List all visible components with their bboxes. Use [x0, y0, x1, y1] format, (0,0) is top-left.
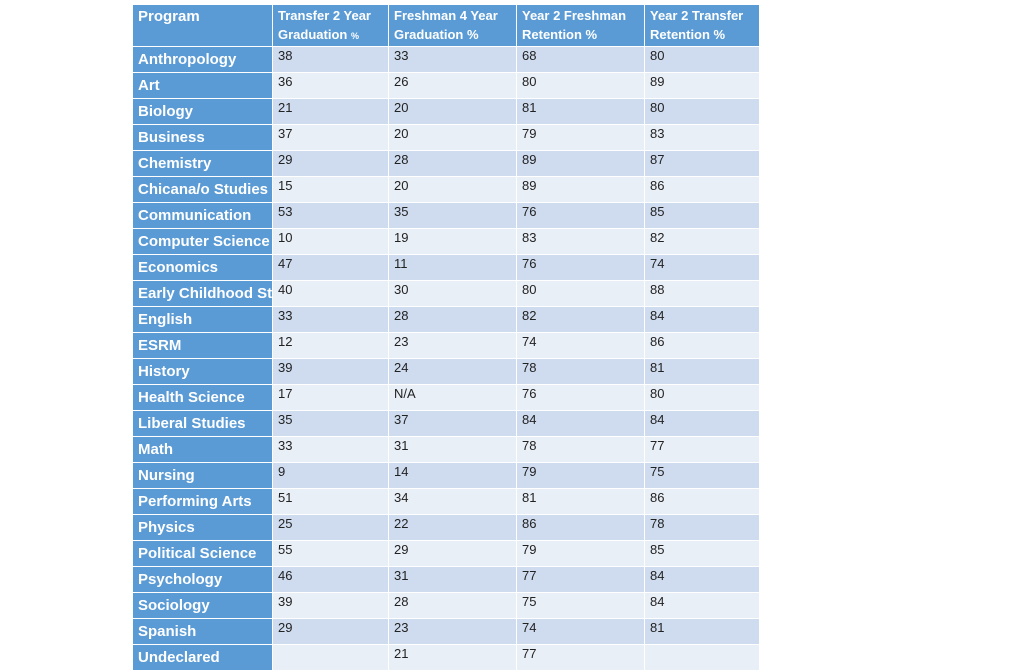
cell-freshman-grad: 21 [389, 645, 517, 671]
cell-transfer-grad [273, 645, 389, 671]
header-line: Transfer 2 Year [278, 8, 371, 23]
cell-freshman-grad: 28 [389, 593, 517, 619]
table-row [133, 463, 760, 489]
cell-freshman-grad: 31 [389, 437, 517, 463]
cell-transfer-ret: 82 [645, 229, 760, 255]
cell-transfer-grad: 36 [273, 73, 389, 99]
table-row [133, 151, 760, 177]
cell-freshman-grad: 20 [389, 177, 517, 203]
cell-freshman-ret: 79 [517, 541, 645, 567]
cell-freshman-grad: 35 [389, 203, 517, 229]
table-row [133, 125, 760, 151]
header-freshman-retention [517, 5, 645, 47]
cell-freshman-grad: 28 [389, 307, 517, 333]
cell-transfer-grad: 29 [273, 151, 389, 177]
row-program-label: Spanish [133, 619, 273, 645]
cell-freshman-grad: 11 [389, 255, 517, 281]
cell-transfer-grad: 55 [273, 541, 389, 567]
cell-freshman-grad: 14 [389, 463, 517, 489]
cell-freshman-grad: 19 [389, 229, 517, 255]
row-program-label: Physics [133, 515, 273, 541]
row-program-label: Sociology [133, 593, 273, 619]
cell-freshman-ret: 83 [517, 229, 645, 255]
cell-transfer-grad: 9 [273, 463, 389, 489]
table-body [133, 47, 760, 671]
table-row [133, 645, 760, 671]
cell-transfer-grad: 53 [273, 203, 389, 229]
row-program-label: Undeclared [133, 645, 273, 671]
cell-transfer-grad: 38 [273, 47, 389, 73]
table-row [133, 489, 760, 515]
cell-transfer-ret: 85 [645, 203, 760, 229]
table-row [133, 177, 760, 203]
cell-transfer-grad: 33 [273, 437, 389, 463]
table-row [133, 229, 760, 255]
cell-transfer-grad: 46 [273, 567, 389, 593]
cell-freshman-ret: 86 [517, 515, 645, 541]
row-program-label: Business [133, 125, 273, 151]
table-row [133, 99, 760, 125]
cell-transfer-ret: 78 [645, 515, 760, 541]
table-row [133, 281, 760, 307]
table-row [133, 203, 760, 229]
cell-transfer-ret: 84 [645, 411, 760, 437]
cell-freshman-ret: 89 [517, 151, 645, 177]
cell-freshman-grad: 23 [389, 333, 517, 359]
header-unit: % [350, 31, 359, 41]
header-line: Year 2 Transfer [650, 8, 744, 23]
cell-transfer-grad: 15 [273, 177, 389, 203]
cell-freshman-ret: 76 [517, 385, 645, 411]
row-program-label: Performing Arts [133, 489, 273, 515]
cell-freshman-ret: 76 [517, 203, 645, 229]
header-line: Freshman 4 Year [394, 8, 498, 23]
cell-transfer-grad: 21 [273, 99, 389, 125]
row-program-label: History [133, 359, 273, 385]
row-program-label: Computer Science [133, 229, 273, 255]
cell-transfer-grad: 51 [273, 489, 389, 515]
cell-freshman-ret: 80 [517, 281, 645, 307]
cell-freshman-grad: 33 [389, 47, 517, 73]
cell-freshman-ret: 84 [517, 411, 645, 437]
cell-freshman-ret: 77 [517, 645, 645, 671]
cell-freshman-grad: 30 [389, 281, 517, 307]
header-program-label: Program [138, 8, 200, 25]
cell-freshman-ret: 79 [517, 125, 645, 151]
cell-transfer-grad: 37 [273, 125, 389, 151]
cell-freshman-ret: 75 [517, 593, 645, 619]
table-row [133, 593, 760, 619]
table-row [133, 567, 760, 593]
cell-transfer-grad: 12 [273, 333, 389, 359]
cell-transfer-ret: 85 [645, 541, 760, 567]
cell-transfer-ret: 87 [645, 151, 760, 177]
row-program-label: Math [133, 437, 273, 463]
row-program-label: Economics [133, 255, 273, 281]
row-program-label: Chicana/o Studies [133, 177, 273, 203]
cell-freshman-grad: 28 [389, 151, 517, 177]
row-program-label: Art [133, 73, 273, 99]
cell-transfer-grad: 25 [273, 515, 389, 541]
cell-freshman-grad: 20 [389, 99, 517, 125]
row-program-label: English [133, 307, 273, 333]
cell-freshman-ret: 74 [517, 333, 645, 359]
table-row [133, 47, 760, 73]
cell-transfer-ret: 86 [645, 177, 760, 203]
cell-transfer-grad: 29 [273, 619, 389, 645]
cell-freshman-ret: 74 [517, 619, 645, 645]
row-program-label: Liberal Studies [133, 411, 273, 437]
program-metrics-table [133, 5, 760, 671]
table-row [133, 359, 760, 385]
cell-freshman-ret: 80 [517, 73, 645, 99]
table-row [133, 411, 760, 437]
row-program-label: Biology [133, 99, 273, 125]
cell-transfer-ret: 80 [645, 99, 760, 125]
table-row [133, 541, 760, 567]
cell-transfer-grad: 10 [273, 229, 389, 255]
table-row [133, 437, 760, 463]
cell-transfer-ret: 80 [645, 47, 760, 73]
header-freshman-graduation [389, 5, 517, 47]
cell-transfer-ret: 86 [645, 489, 760, 515]
header-line: Retention % [650, 27, 726, 42]
cell-transfer-ret: 75 [645, 463, 760, 489]
row-program-label: Anthropology [133, 47, 273, 73]
row-program-label: Nursing [133, 463, 273, 489]
row-program-label: Health Science [133, 385, 273, 411]
table-row [133, 619, 760, 645]
row-program-label: Early Childhood St [133, 281, 273, 307]
cell-freshman-grad: 29 [389, 541, 517, 567]
cell-freshman-grad: 26 [389, 73, 517, 99]
header-transfer-graduation [273, 5, 389, 47]
cell-transfer-ret: 84 [645, 307, 760, 333]
cell-freshman-grad: 24 [389, 359, 517, 385]
cell-transfer-ret: 81 [645, 619, 760, 645]
cell-freshman-ret: 81 [517, 489, 645, 515]
cell-transfer-grad: 33 [273, 307, 389, 333]
cell-freshman-ret: 78 [517, 359, 645, 385]
row-program-label: Political Science [133, 541, 273, 567]
cell-transfer-ret: 88 [645, 281, 760, 307]
cell-transfer-ret: 86 [645, 333, 760, 359]
header-row [133, 5, 760, 47]
header-line: Graduation [278, 27, 348, 42]
cell-freshman-grad: N/A [389, 385, 517, 411]
row-program-label: Communication [133, 203, 273, 229]
table-row [133, 73, 760, 99]
header-line: Graduation % [394, 27, 479, 42]
header-line: Year 2 Freshman [522, 8, 627, 23]
cell-transfer-ret: 74 [645, 255, 760, 281]
cell-freshman-ret: 79 [517, 463, 645, 489]
cell-freshman-ret: 89 [517, 177, 645, 203]
cell-transfer-ret: 83 [645, 125, 760, 151]
cell-freshman-ret: 68 [517, 47, 645, 73]
cell-freshman-ret: 82 [517, 307, 645, 333]
table-row [133, 333, 760, 359]
cell-freshman-grad: 34 [389, 489, 517, 515]
cell-transfer-ret: 84 [645, 593, 760, 619]
cell-transfer-ret: 81 [645, 359, 760, 385]
cell-transfer-ret: 89 [645, 73, 760, 99]
header-line: Retention % [522, 27, 598, 42]
row-program-label: ESRM [133, 333, 273, 359]
cell-freshman-ret: 78 [517, 437, 645, 463]
cell-transfer-ret [645, 645, 760, 671]
cell-transfer-grad: 39 [273, 359, 389, 385]
cell-transfer-grad: 39 [273, 593, 389, 619]
cell-transfer-ret: 80 [645, 385, 760, 411]
row-program-label: Psychology [133, 567, 273, 593]
table-row [133, 255, 760, 281]
cell-transfer-ret: 77 [645, 437, 760, 463]
cell-transfer-grad: 40 [273, 281, 389, 307]
cell-freshman-ret: 76 [517, 255, 645, 281]
cell-freshman-grad: 31 [389, 567, 517, 593]
cell-transfer-ret: 84 [645, 567, 760, 593]
cell-freshman-grad: 22 [389, 515, 517, 541]
cell-freshman-grad: 20 [389, 125, 517, 151]
cell-freshman-ret: 77 [517, 567, 645, 593]
table-row [133, 385, 760, 411]
cell-freshman-grad: 23 [389, 619, 517, 645]
cell-transfer-grad: 17 [273, 385, 389, 411]
header-program [133, 5, 273, 47]
header-transfer-retention [645, 5, 760, 47]
cell-transfer-grad: 35 [273, 411, 389, 437]
table-row [133, 307, 760, 333]
cell-freshman-grad: 37 [389, 411, 517, 437]
row-program-label: Chemistry [133, 151, 273, 177]
table-row [133, 515, 760, 541]
cell-transfer-grad: 47 [273, 255, 389, 281]
cell-freshman-ret: 81 [517, 99, 645, 125]
